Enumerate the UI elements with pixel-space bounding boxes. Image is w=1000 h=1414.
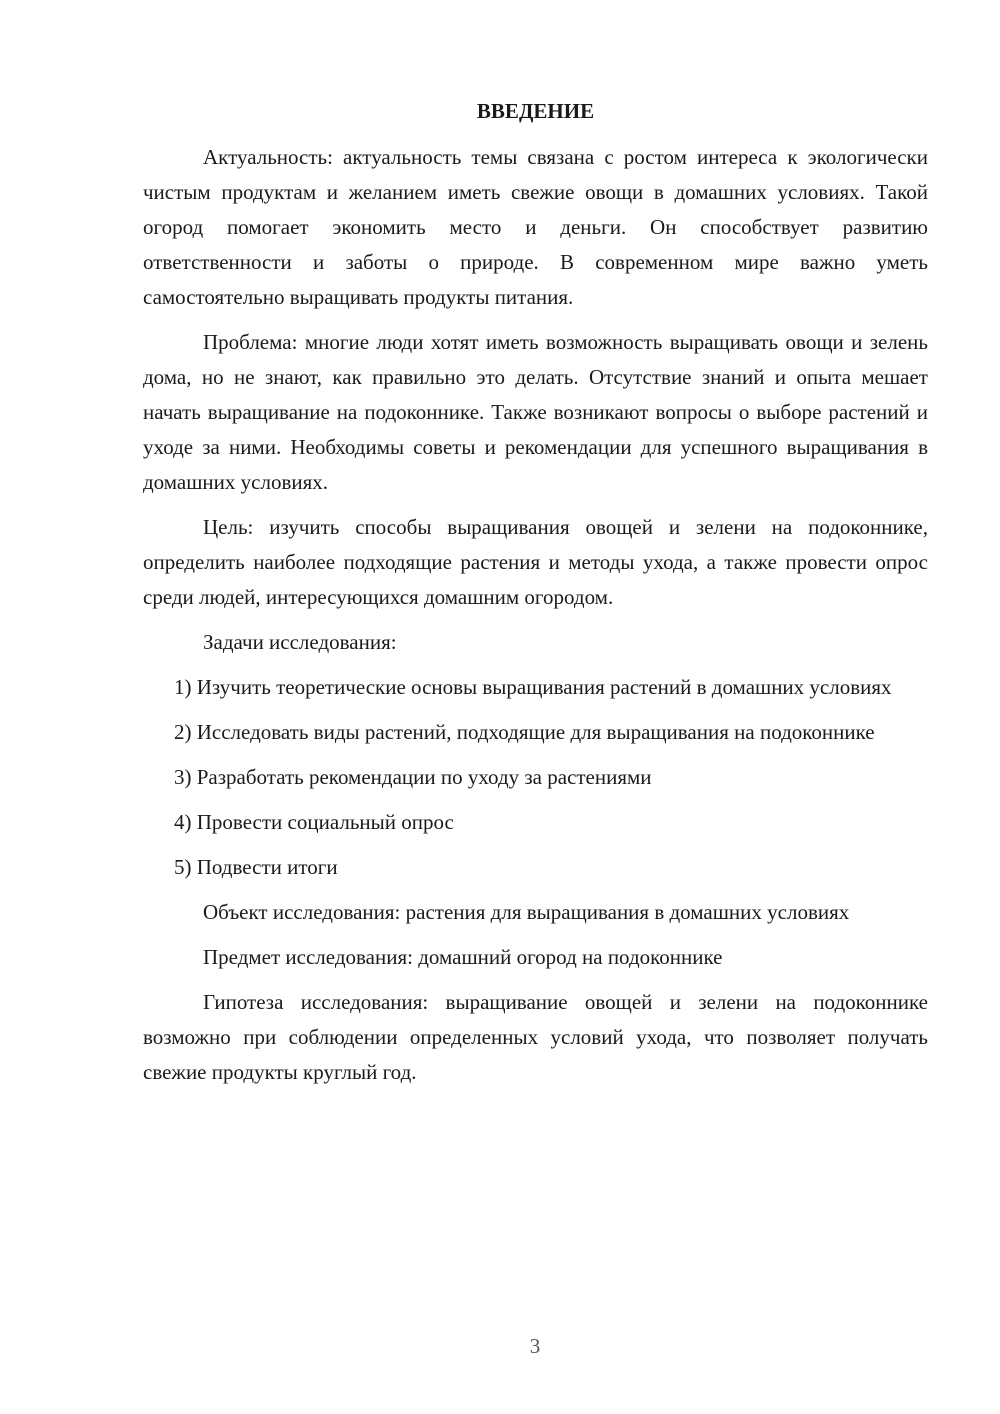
document-page bbox=[143, 96, 928, 1100]
task-item: 4) Провести социальный опрос bbox=[174, 810, 454, 834]
page-title: ВВЕДЕНИЕ bbox=[476, 99, 595, 123]
subject-paragraph: Предмет исследования: домашний огород на подоконнике bbox=[203, 945, 723, 969]
task-item: 1) Изучить теоретические основы выращивания растений в домашних условиях bbox=[174, 675, 892, 699]
problem-paragraph: Проблема: многие люди хотят иметь возможность выращивать овощи и зелень дома, но не знают, как правильно это делать. Отсутствие знаний и опыта мешает начать выращивание на подоконнике. Также возникают вопросы о выборе растений и уходе за ними. Необходимы советы и рекомендации для успешного выращивания в домашних условиях. bbox=[143, 330, 928, 494]
object-paragraph: Объект исследования: растения для выращивания в домашних условиях bbox=[203, 900, 850, 924]
page-number: 3 bbox=[529, 1334, 541, 1358]
task-item: 2) Исследовать виды растений, подходящие для выращивания на подоконнике bbox=[174, 720, 875, 744]
goal-paragraph: Цель: изучить способы выращивания овощей и зелени на подоконнике, определить наиболее подходящие растения и методы ухода, а также провести опрос среди людей, интересующихся домашним огородом. bbox=[143, 515, 928, 609]
relevance-paragraph: Актуальность: актуальность темы связана с ростом интереса к экологически чистым продуктам и желанием иметь свежие овощи в домашних условиях. Такой огород помогает экономить место и деньги. Он способствует развитию ответственности и заботы о природе. В современном мире важно уметь самостоятельно выращивать продукты питания. bbox=[143, 145, 928, 309]
task-item: 3) Разработать рекомендации по уходу за растениями bbox=[174, 765, 652, 789]
task-item: 5) Подвести итоги bbox=[174, 855, 338, 879]
tasks-heading: Задачи исследования: bbox=[203, 630, 397, 654]
hypothesis-paragraph: Гипотеза исследования: выращивание овощей и зелени на подоконнике возможно при соблюдении определенных условий ухода, что позволяет получать свежие продукты круглый год. bbox=[143, 990, 928, 1084]
